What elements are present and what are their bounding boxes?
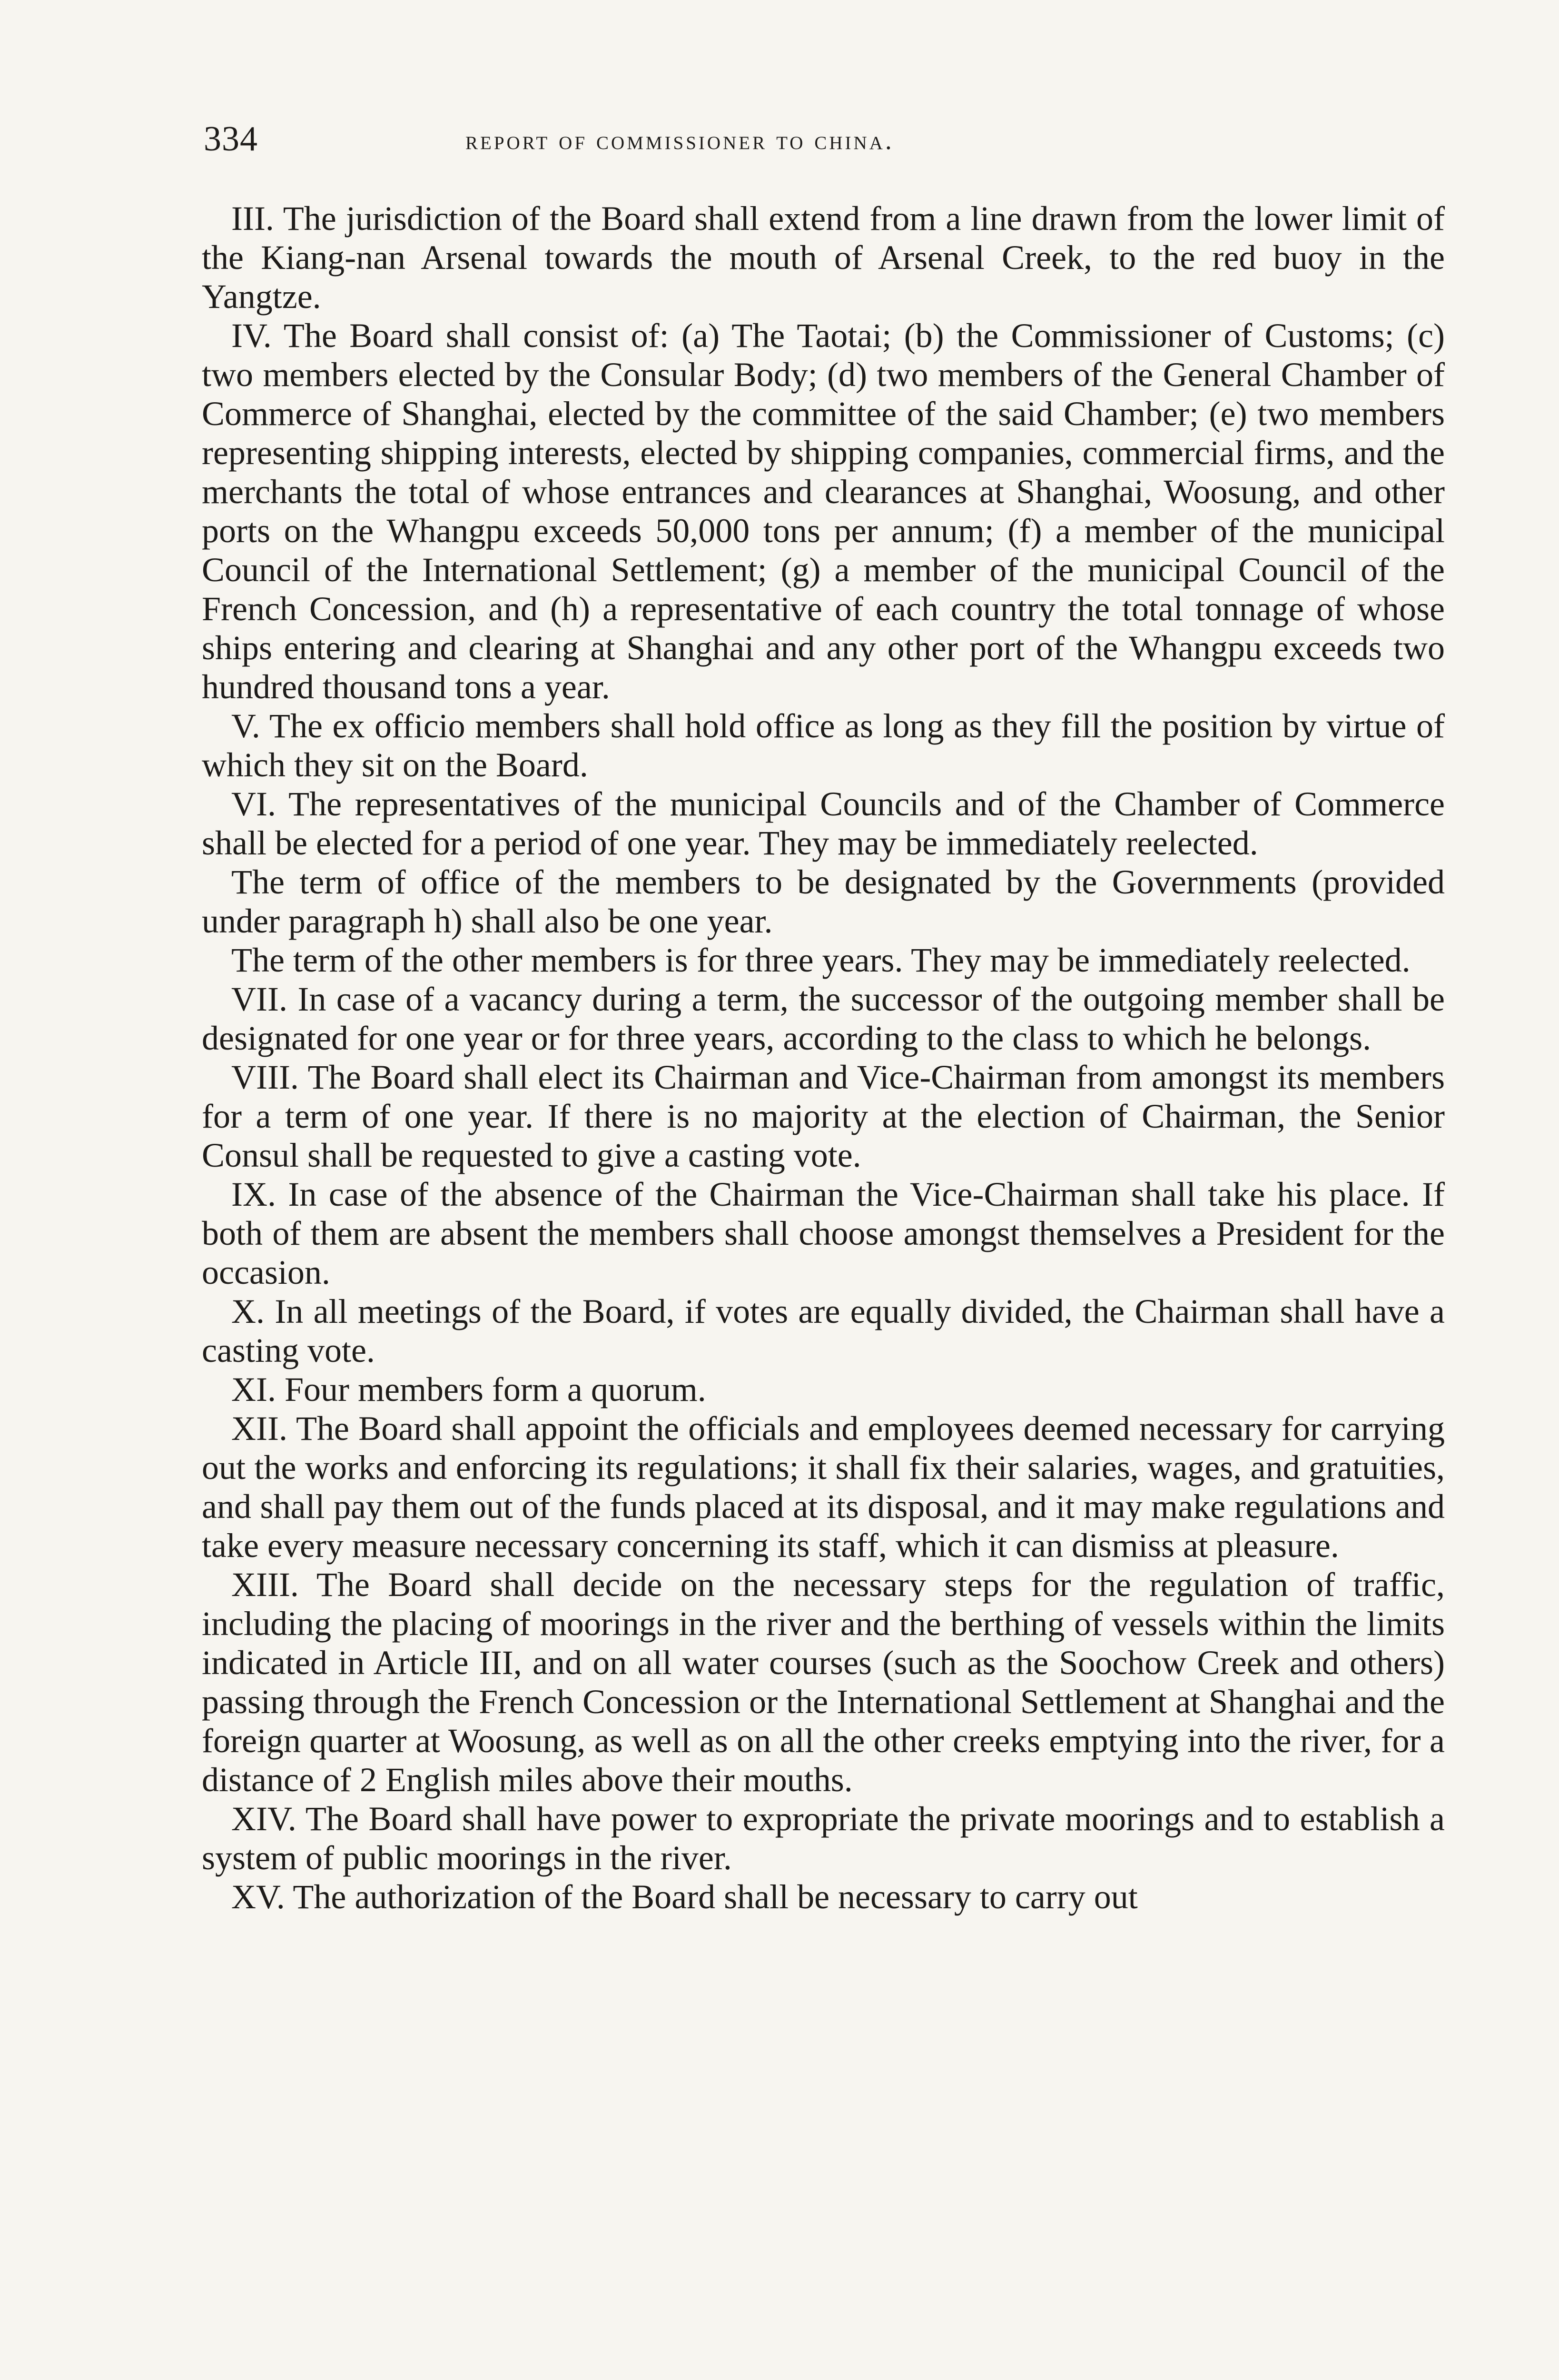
article-viii-paragraph: VIII. The Board shall elect its Chairman and Vice-Chairman from amongst its members for a term of one year. If there is no majority at the election of Chairman, the Senior Consul shall be requested to give a casting vote. [202,1058,1445,1174]
page-header [204,120,1441,158]
article-vii-paragraph: VII. In case of a vacancy during a term, the successor of the outgoing member shall be designated for one year or for three years, according to the class to which he belongs. [202,980,1445,1057]
article-xiv-paragraph: XIV. The Board shall have power to expropriate the private moorings and to establish a system of public moorings in the river. [202,1800,1445,1877]
article-iv-paragraph: IV. The Board shall consist of: (a) The Taotai; (b) the Commissioner of Customs; (c) two members elected by the Consular Body; (d) two members of the General Chamber of Commerce of Shanghai, elected by the committee of the said Chamber; (e) two members representing shipping interests, elected by shipping companies, commercial firms, and the merchants the total of whose entrances and clearances at Shanghai, Woosung, and other ports on the Whangpu exceeds 50,000 tons per annum; (f) a member of the municipal Council of the International Settlement; (g) a member of the municipal Council of the French Concession, and (h) a representative of each country the total tonnage of whose ships entering and clearing at Shanghai and any other port of the Whangpu exceeds two hundred thousand tons a year. [202,317,1445,706]
article-x-paragraph: X. In all meetings of the Board, if votes are equally divided, the Chairman shall have a casting vote. [202,1292,1445,1369]
government-members-term-paragraph: The term of office of the members to be designated by the Governments (provided under paragraph h) shall also be one year. [202,863,1445,940]
other-members-term-paragraph: The term of the other members is for three years. They may be immediately reelected. [231,941,1411,979]
document-body [202,199,1445,1916]
article-xiii-paragraph: XIII. The Board shall decide on the necessary steps for the regulation of traffic, including the placing of moorings in the river and the berthing of vessels within the limits indicated in Article III, and on all water courses (such as the Soochow Creek and others) passing through the French Concession or the International Settlement at Shanghai and the foreign quarter at Woosung, as well as on all the other creeks emptying into the river, for a distance of 2 English miles above their mouths. [202,1566,1445,1799]
article-xii-paragraph: XII. The Board shall appoint the officials and employees deemed necessary for carrying out the works and enforcing its regulations; it shall fix their salaries, wages, and gratuities, and shall pay them out of the funds placed at its disposal, and it may make regulations and take every measure necessary concerning its staff, which it can dismiss at pleasure. [202,1409,1445,1565]
article-xi-paragraph: XI. Four members form a quorum. [231,1370,706,1408]
article-xv-paragraph: XV. The authorization of the Board shall be necessary to carry out [231,1878,1138,1916]
article-ix-paragraph: IX. In case of the absence of the Chairman the Vice-Chairman shall take his place. If both of them are absent the members shall choose amongst themselves a President for the occasion. [202,1175,1445,1291]
article-iii-paragraph: III. The jurisdiction of the Board shall extend from a line drawn from the lower limit of the Kiang-nan Arsenal towards the mouth of Arsenal Creek, to the red buoy in the Yangtze. [202,199,1445,316]
article-vi-paragraph: VI. The representatives of the municipal Councils and of the Chamber of Commerce shall be elected for a period of one year. They may be immediately reelected. [202,785,1445,862]
running-head: report of commissioner to china. [465,126,894,155]
page-number: 334 [204,119,258,159]
article-v-paragraph: V. The ex officio members shall hold office as long as they fill the position by virtue of which they sit on the Board. [202,707,1445,784]
